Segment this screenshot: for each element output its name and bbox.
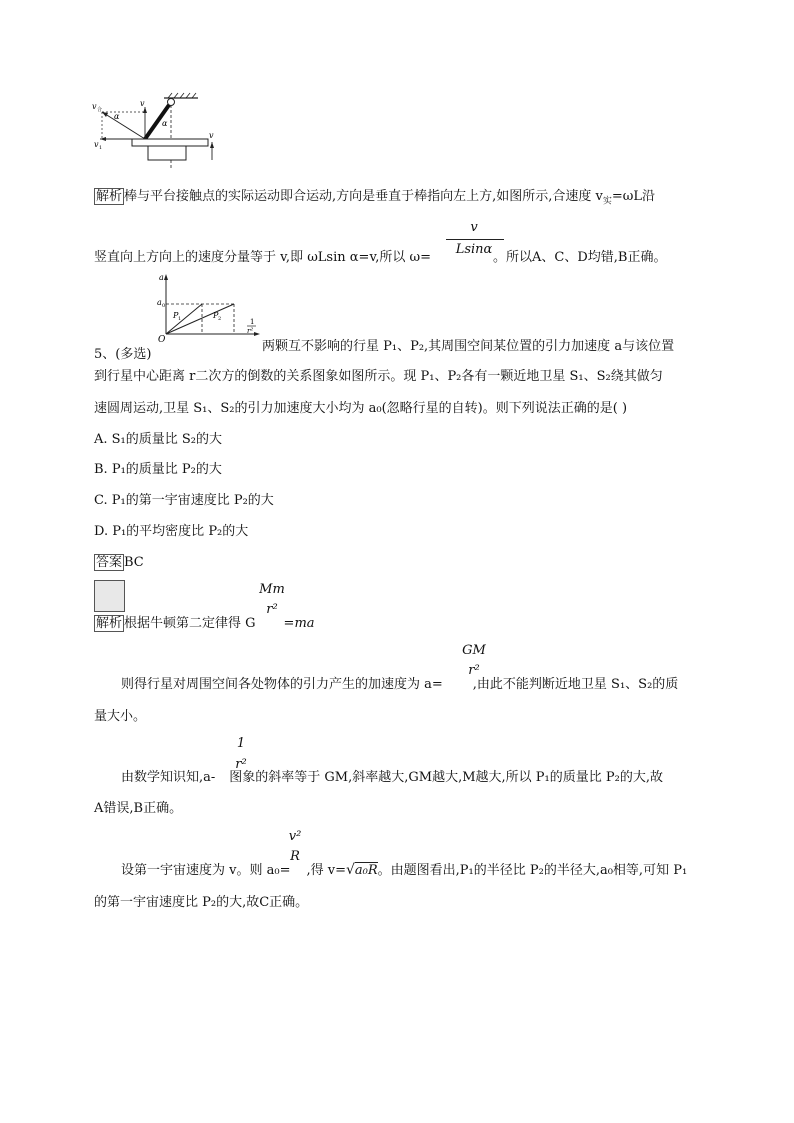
- svg-text:P: P: [213, 311, 219, 320]
- option-d: D. P₁的平均密度比 P₂的大: [94, 524, 249, 539]
- question-line2: 到行星中心距离 r二次方的倒数的关系图象如图所示。现 P₁、P₂各有一颗近地卫星 S₁、S₂绕其做匀: [94, 369, 663, 384]
- svg-text:O: O: [158, 335, 166, 342]
- acceleration-graph: [156, 272, 266, 342]
- omega-fraction-num: v: [470, 220, 478, 235]
- svg-text:P: P: [173, 311, 179, 320]
- svg-text:合: 合: [97, 107, 103, 113]
- omega-fraction-den: Lsinα: [455, 242, 493, 257]
- svg-text:v: v: [209, 131, 214, 140]
- svg-text:v: v: [94, 140, 99, 149]
- option-a: A. S₁的质量比 S₂的大: [94, 432, 223, 447]
- fraction-mm-num: Mm: [259, 582, 285, 597]
- svg-text:1: 1: [250, 318, 255, 326]
- question-line1-text: 两颗互不影响的行星 P₁、P₂,其周围空间某位置的引力加速度 a与该位置: [262, 339, 675, 354]
- svg-text:a: a: [159, 273, 164, 282]
- analysis2-p4-line1: 设第一宇宙速度为 v。则 a₀= ,得 v=√a₀R。由题图看出,P₁的半径比 P₂的半径大,a₀相等,可知 P₁: [121, 862, 688, 878]
- fraction-gm-num: GM: [462, 643, 486, 658]
- answer-tag: 答案: [96, 555, 123, 570]
- analysis2-p3-line2: A错误,B正确。: [94, 801, 183, 816]
- svg-text:v: v: [140, 99, 145, 108]
- svg-text:a: a: [157, 298, 162, 307]
- answer-line: [94, 551, 144, 570]
- fig1-v-he: v: [92, 102, 97, 111]
- answer-value: BC: [124, 555, 144, 570]
- analysis-tag: 解析: [96, 189, 123, 204]
- omega-fraction-bar: [446, 239, 504, 240]
- svg-text:1: 1: [99, 145, 103, 151]
- fraction-one-den: r²: [235, 757, 247, 772]
- analysis2-p2-line1: 则得行星对周围空间各处物体的引力产生的加速度为 a= ,由此不能判断近地卫星 S₁、S₂的质: [121, 677, 679, 692]
- analysis1-line2: 竖直向上方向上的速度分量等于 v,即 ωLsin α=v,所以 ω= 。所以A、C、D均错,B正确。: [94, 250, 667, 265]
- analysis2-p3-line1: 由数学知识知,a- 图象的斜率等于 GM,斜率越大,GM越大,M越大,所以 P₁的质量比 P₂的大,故: [121, 770, 663, 785]
- rod-platform-figure: [88, 92, 228, 172]
- svg-text:0: 0: [162, 303, 166, 309]
- fraction-mm-den: r²: [266, 602, 278, 617]
- analysis1-line1: 解析 棒与平台接触点的实际运动即合运动,方向是垂直于棒指向左上方,如图所示,合速度 $v_实=\omega L$沿: [96, 189, 656, 207]
- svg-text:α: α: [114, 112, 120, 121]
- svg-text:1: 1: [178, 316, 182, 322]
- sqrt-radical: √: [345, 862, 355, 878]
- analysis2-p4-line2: 的第一宇宙速度比 P₂的大,故C正确。: [94, 895, 309, 910]
- analysis2-p2-line2: 量大小。: [94, 709, 147, 724]
- svg-text:r²: r²: [247, 327, 254, 335]
- svg-text:α: α: [162, 119, 168, 128]
- option-b: B. P₁的质量比 P₂的大: [94, 462, 222, 477]
- p1-line: [166, 304, 202, 334]
- question-line3: 速圆周运动,卫星 S₁、S₂的引力加速度大小均为 a₀(忽略行星的自转)。则下列说法正确的是( ): [94, 401, 628, 416]
- analysis-tag: 解析: [96, 616, 123, 631]
- fraction-gm-den: r²: [468, 663, 480, 678]
- analysis2-marker-box: [94, 580, 125, 612]
- option-c: C. P₁的第一宇宙速度比 P₂的大: [94, 493, 274, 508]
- analysis2-line1: 解析 根据牛顿第二定律得 G =ma: [96, 616, 315, 631]
- fraction-v2-den: R: [290, 849, 300, 864]
- svg-text:2: 2: [218, 316, 222, 322]
- fraction-v2-num: v²: [288, 829, 302, 844]
- question-line1: 5、(多选): [94, 347, 152, 362]
- fraction-one-num: 1: [236, 736, 246, 751]
